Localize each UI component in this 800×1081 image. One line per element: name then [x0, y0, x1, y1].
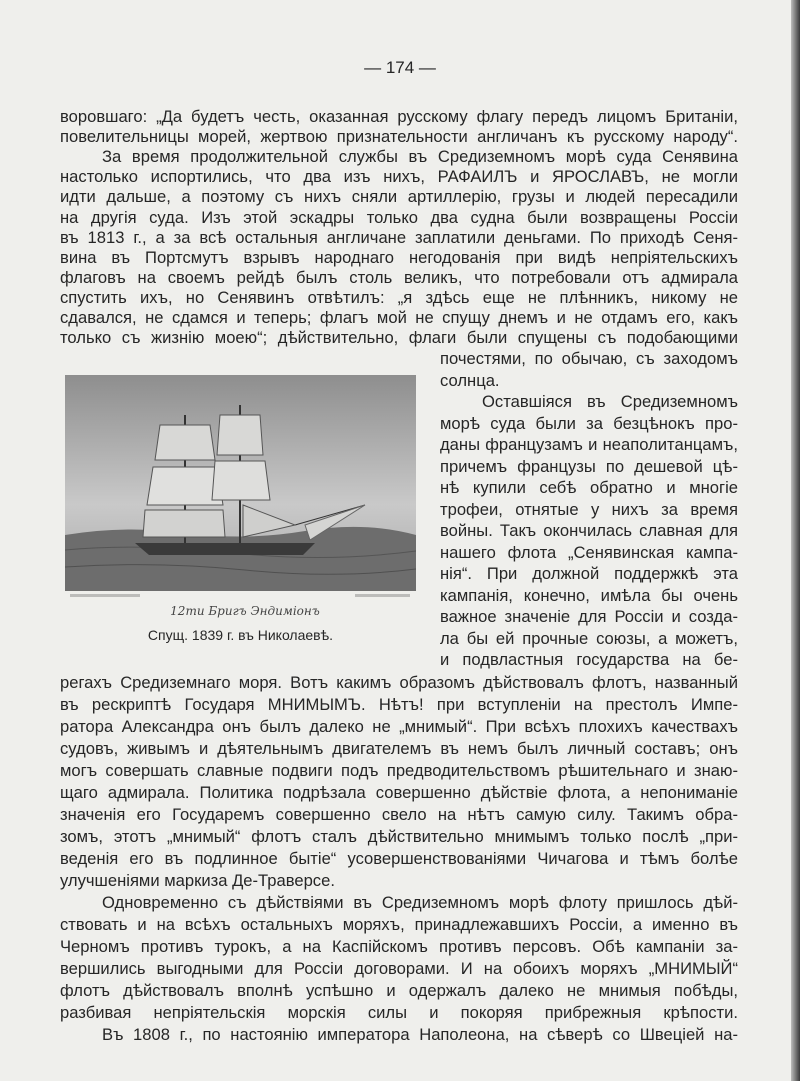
figure-script-caption: 12ти Бригъ Эндиміонъ [170, 604, 320, 618]
text-line: Оставшіяся въ Средиземномъ [482, 392, 738, 411]
text-line: нѣ купили себѣ обратно и многіе [440, 478, 738, 497]
text-line: причемъ французы по дешевой цѣ- [440, 456, 738, 476]
text-line: вершились выгодными для Россіи договорами. И на обоихъ моряхъ „МНИМЫЙ“ [60, 959, 738, 978]
text-line: ствовать и на всѣхъ остальныхъ моряхъ, принадлежавшихъ Россіи, а именно въ [60, 915, 738, 934]
text-line: нашего флота „Сенявинская кампа- [440, 542, 738, 562]
text-line: и подвластныя государства на бе- [440, 650, 738, 669]
text-line: Черномъ противъ турокъ, а на Каспійскомъ противъ персовъ. Обѣ кампаніи за- [60, 937, 738, 956]
text-line: въ 1813 г., а за всѣ остальныя англичане заплатили деньгами. По приходѣ Сеня- [60, 227, 738, 247]
text-line: трофеи, отнятые у нихъ за время [440, 499, 738, 519]
ship-illustration [65, 375, 416, 591]
text-line: сдавался, не сдамся и теперь; флагъ мой не спущу днемъ и не отдамъ его, какъ [60, 308, 738, 327]
page-number: — 174 — [364, 58, 436, 77]
text-line: регахъ Средиземнаго моря. Вотъ какимъ образомъ дѣйствовалъ флотъ, названный [60, 673, 738, 692]
text-line: спустить ихъ, но Сенявинъ отвѣтилъ: „я здѣсь еще не плѣнникъ, никому не [60, 287, 738, 307]
text-line: За время продолжительной службы въ Средиземномъ морѣ суда Сенявина [102, 147, 738, 167]
text-line: кампанія, конечно, имѣла бы очень [440, 585, 738, 605]
text-line: щаго адмирала. Политика подрѣзала совершенно дѣйствіе флота, а непониманіе [60, 783, 738, 802]
text-line: улучшеніями маркиза Де-Траверсе. [60, 871, 335, 890]
text-line: только съ жизнію моею“; дѣйствительно, флаги были спущены съ подобающими [60, 328, 738, 348]
text-line: нія“. При должной поддержкѣ эта [440, 564, 738, 583]
text-line: ратора Александра онъ былъ далеко не „мнимый“. При всѣхъ плохихъ качествахъ [60, 717, 738, 736]
scan-edge [791, 0, 800, 1081]
text-line: Одновременно съ дѣйствіями въ Средиземномъ морѣ флоту пришлось дѣй- [102, 893, 738, 912]
text-line: даны французамъ и неаполитанцамъ, [440, 435, 738, 454]
text-line: воровшаго: „Да будетъ честь, оказанная русскому флагу передъ лицомъ Британіи, [60, 107, 738, 126]
engraver-credit-left [70, 594, 140, 597]
text-line: Въ 1808 г., по настоянію императора Наполеона, на сѣверѣ со Швеціей на- [102, 1025, 738, 1044]
text-line: разбивая непріятельскія морскія силы и покоряя прибрежныя крѣпости. [60, 1003, 738, 1022]
text-line: флотъ дѣйствовалъ вполнѣ успѣшно и одержалъ далеко не мнимыя побѣды, [60, 981, 738, 1000]
text-line: солнца. [440, 370, 500, 390]
text-line: могъ совершать славные подвиги подъ предводительствомъ рѣшительнаго и знаю- [60, 761, 738, 780]
text-line: флаговъ на своемъ рейдѣ былъ столь великъ, что потребовали отъ адмирала [60, 267, 738, 287]
text-line: на другія суда. Изъ этой эскадры только два судна были возвращены Россіи [60, 207, 738, 227]
text-line: почестями, по обычаю, съ заходомъ [440, 349, 738, 368]
text-line: зомъ, этотъ „мнимый“ флотъ сталъ дѣйствительно мнимымъ только послѣ „при- [60, 827, 738, 846]
text-line: важное значеніе для Россіи и созда- [440, 607, 738, 626]
text-line: ла бы ей прочные союзы, а можетъ, [440, 628, 738, 648]
text-line: въ рескриптѣ Государя МНИМЫМЪ. Нѣтъ! при вступленіи на престолъ Импе- [60, 695, 738, 714]
text-line: идти дальше, а поэтому съ нихъ сняли артиллерію, грузы и людей пересадили [60, 187, 738, 207]
text-line: настолько испортились, что два изъ нихъ, РАФАИЛЪ и ЯРОСЛАВЪ, не могли [60, 167, 738, 187]
text-line: вина въ Портсмутъ взрывъ народнаго негодованія при видѣ непріятельскихъ [60, 247, 738, 267]
text-line: значенія его Государемъ совершенно свело на нѣтъ самую силу. Такимъ обра- [60, 805, 738, 824]
text-line: повелительницы морей, жертвою признательности англичанъ къ русскому народу“. [60, 127, 738, 147]
text-line: веденія его въ подлинное бытіе“ усовершенствованіями Чичагова и тѣмъ болѣе [60, 849, 738, 868]
text-line: судовъ, живымъ и дѣятельнымъ двигателемъ въ немъ былъ личный составъ; онъ [60, 739, 738, 758]
text-line: войны. Такъ окончилась славная для [440, 521, 738, 540]
text-line: морѣ суда были за безцѣнокъ про- [440, 413, 738, 433]
engraver-credit-right [355, 594, 410, 597]
figure-caption: Спущ. 1839 г. въ Николаевѣ. [147, 627, 334, 643]
